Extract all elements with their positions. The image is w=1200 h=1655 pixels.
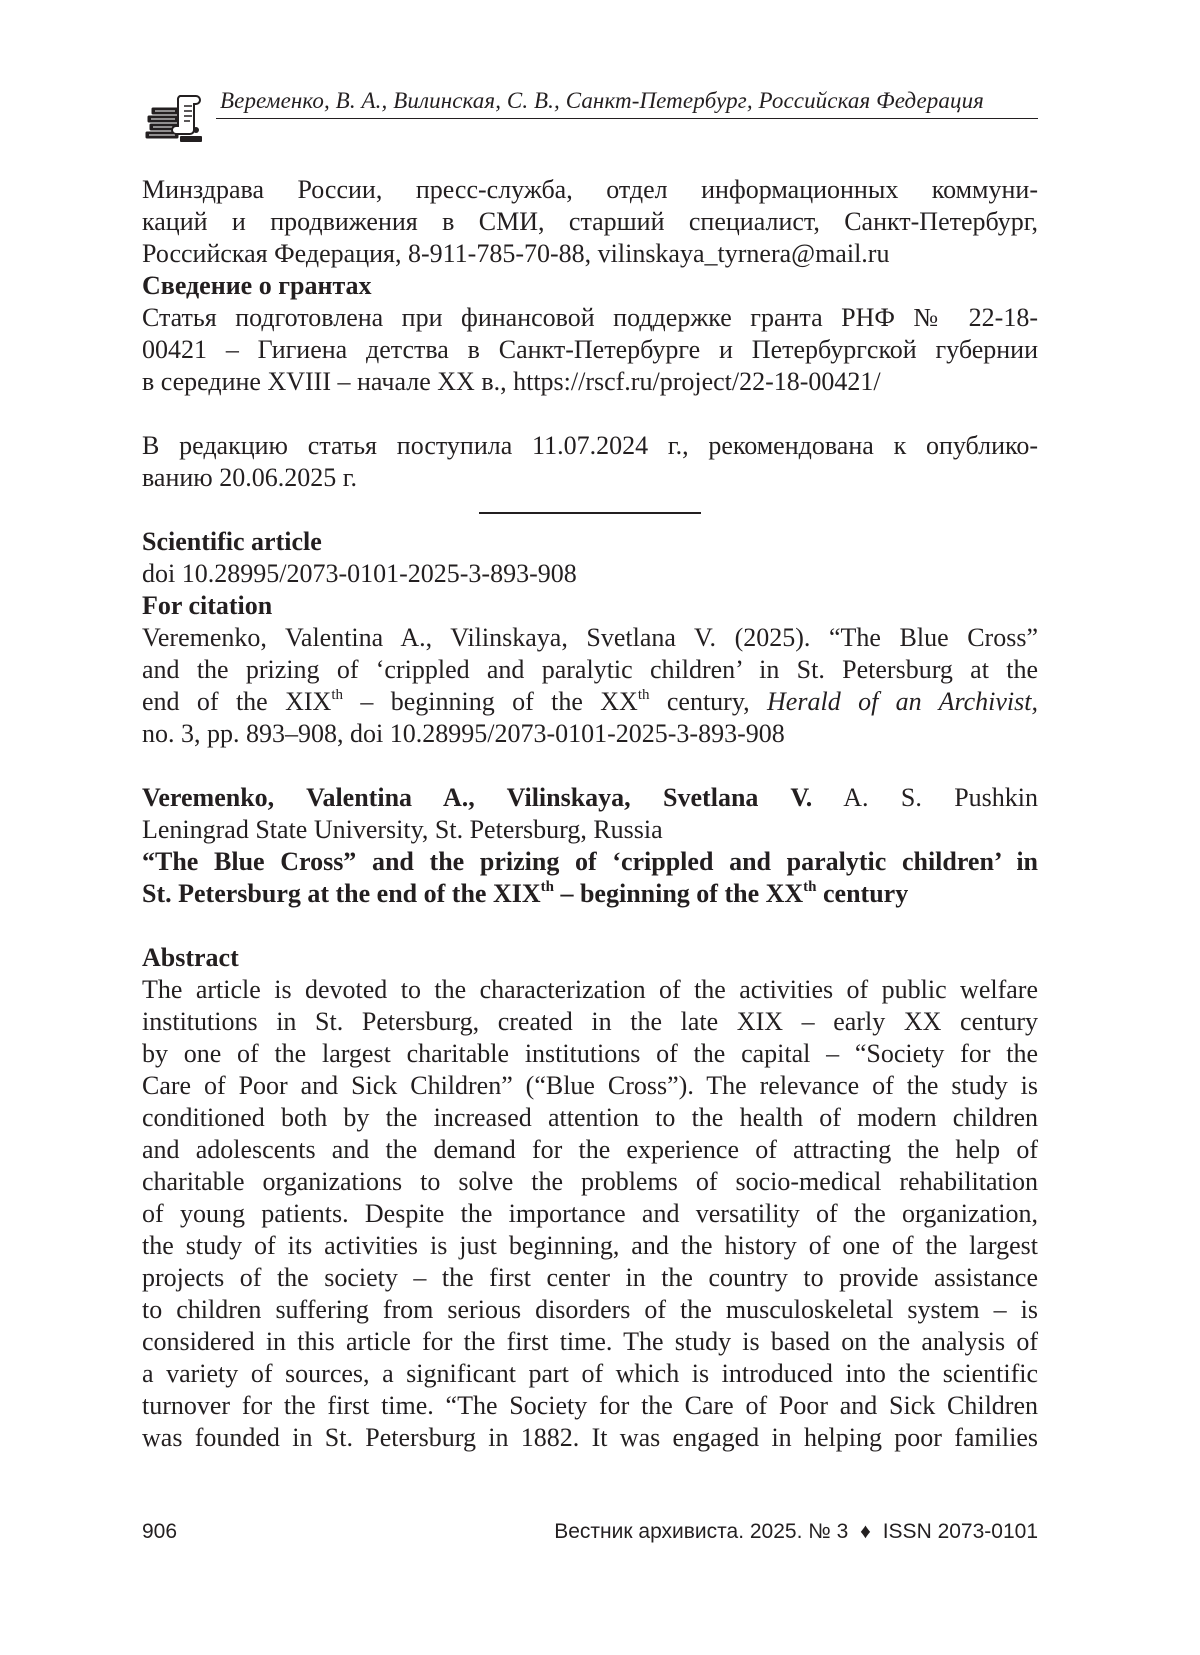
received-line: В редакцию статья поступила 11.07.2024 г., рекомендована к опублико- — [142, 431, 1038, 460]
title-text: – beginning of the XX — [553, 879, 804, 908]
section-separator — [479, 512, 701, 514]
abstract-line: conditioned both by the increased attention to the health of modern children — [142, 1103, 1038, 1132]
author-info — [142, 174, 1038, 270]
abstract-line: to children suffering from serious disorders of the musculoskeletal system – is — [142, 1295, 1038, 1324]
authors: Veremenko, Valentina A., Vilinskaya, Svetlana V. — [142, 783, 813, 812]
received-note — [142, 430, 1038, 494]
doi: doi 10.28995/2073-0101-2025-3-893-908 — [142, 559, 577, 588]
abstract-line: by one of the largest charitable institutions of the capital – “Society for the — [142, 1039, 1038, 1068]
running-title: Веременко, В. А., Вилинская, С. В., Санкт-Петербург, Российская Федерация — [220, 88, 984, 113]
citation-line: and the prizing of ‘crippled and paralytic children’ in St. Petersburg at the — [142, 655, 1038, 684]
article-title-line — [142, 878, 1038, 910]
footer-journal-info — [554, 1520, 1038, 1544]
abstract — [142, 942, 1038, 1454]
abstract-line: turnover for the first time. “The Society for the Care of Poor and Sick Children — [142, 1391, 1038, 1420]
issn: ISSN 2073-0101 — [882, 1520, 1038, 1543]
article-type: Scientific article — [142, 527, 322, 556]
citation-heading: For citation — [142, 591, 273, 620]
article-title-line: “The Blue Cross” and the prizing of ‘crippled and paralytic children’ in — [142, 847, 1038, 876]
grants-heading: Сведение о грантах — [142, 271, 372, 300]
title-text: century — [816, 879, 909, 908]
diamond-icon: ♦ — [860, 1520, 871, 1543]
superscript: th — [540, 879, 554, 895]
grants-section — [142, 270, 1038, 398]
grants-line: 00421 – Гигиена детства в Санкт-Петербурге и Петербургской губернии — [142, 335, 1038, 364]
abstract-line: a variety of sources, a significant part of which is introduced into the scientific — [142, 1359, 1038, 1388]
citation-line — [142, 686, 1038, 718]
books-and-scroll-icon — [142, 88, 206, 146]
abstract-line: of young patients. Despite the importance and versatility of the organization, — [142, 1199, 1038, 1228]
citation-text: – beginning of the XX — [342, 687, 638, 716]
abstract-line: and adolescents and the demand for the experience of attracting the help of — [142, 1135, 1038, 1164]
abstract-line: Care of Poor and Sick Children” (“Blue Cross”). The relevance of the study is — [142, 1071, 1038, 1100]
abstract-line: projects of the society – the first center in the country to provide assistance — [142, 1263, 1038, 1292]
authors-line — [142, 782, 1038, 814]
superscript: th — [803, 879, 817, 895]
citation-text: century, — [649, 687, 768, 716]
page-number: 906 — [142, 1520, 178, 1543]
received-line: ванию 20.06.2025 г. — [142, 463, 357, 492]
affiliation: A. S. Pushkin — [812, 783, 1038, 812]
superscript: th — [331, 687, 343, 703]
abstract-line: The article is devoted to the characterization of the activities of public welfare — [142, 975, 1038, 1004]
header-rule — [216, 118, 1038, 119]
running-header — [142, 84, 1038, 148]
grants-line: Статья подготовлена при финансовой поддержке гранта РНФ № 22-18- — [142, 303, 1038, 332]
abstract-line: considered in this article for the first time. The study is based on the analysis of — [142, 1327, 1038, 1356]
citation-text: end of the XIX — [142, 687, 332, 716]
abstract-line: charitable organizations to solve the problems of socio-medical rehabilitation — [142, 1167, 1038, 1196]
abstract-line: the study of its activities is just beginning, and the history of one of the largest — [142, 1231, 1038, 1260]
superscript: th — [637, 687, 650, 703]
citation-journal: Herald of an Archivist, — [767, 687, 1038, 716]
author-info-line: каций и продвижения в СМИ, старший специалист, Санкт-Петербург, — [142, 207, 1038, 236]
article-heading — [142, 782, 1038, 910]
abstract-heading: Abstract — [142, 943, 239, 972]
abstract-line: was founded in St. Petersburg in 1882. It was engaged in helping poor families — [142, 1423, 1038, 1452]
citation-line: no. 3, pp. 893–908, doi 10.28995/2073-0101-2025-3-893-908 — [142, 719, 785, 748]
affiliation-line: Leningrad State University, St. Petersburg, Russia — [142, 815, 663, 844]
journal-name: Вестник архивиста. 2025. № 3 — [554, 1520, 849, 1543]
grants-line: в середине XVIII – начале XX в., https://rscf.ru/project/22-18-00421/ — [142, 367, 881, 396]
page-content — [142, 174, 1038, 1454]
english-metadata — [142, 526, 1038, 750]
page-footer — [142, 1520, 1038, 1550]
title-text: St. Petersburg at the end of the XIX — [142, 879, 541, 908]
abstract-line: institutions in St. Petersburg, created in the late XIX – early XX century — [142, 1007, 1038, 1036]
author-info-line: Российская Федерация, 8-911-785-70-88, vilinskaya_tyrnera@mail.ru — [142, 239, 890, 268]
author-info-line: Минздрава России, пресс-служба, отдел информационных коммуни- — [142, 175, 1038, 204]
citation-line: Veremenko, Valentina A., Vilinskaya, Svetlana V. (2025). “The Blue Cross” — [142, 623, 1038, 652]
